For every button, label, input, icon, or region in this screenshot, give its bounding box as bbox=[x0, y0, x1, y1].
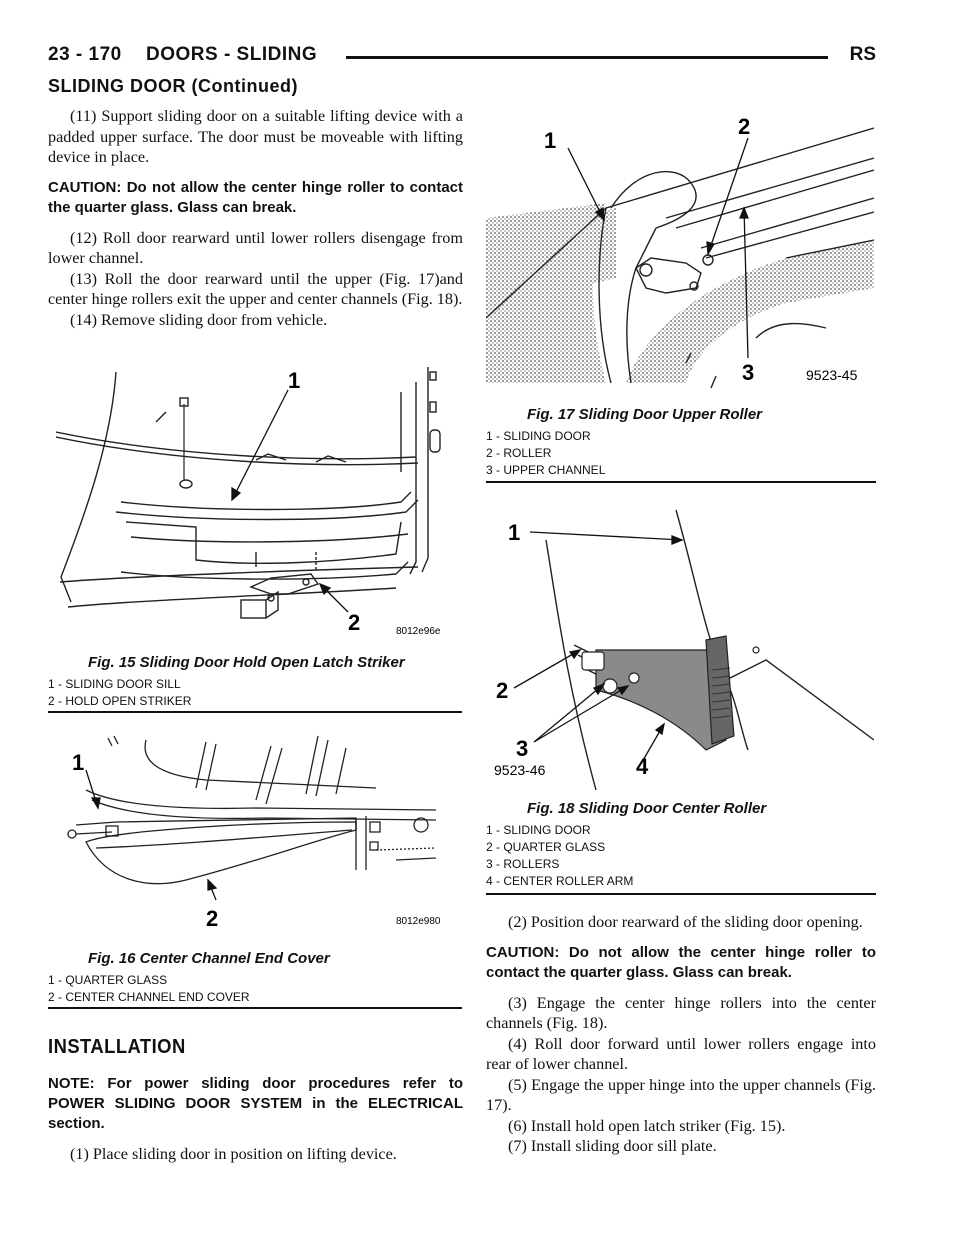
fig16-code: 8012e980 bbox=[396, 916, 441, 927]
fig15-legend bbox=[48, 676, 191, 710]
fig16-illustration bbox=[56, 730, 456, 940]
fig15-legend-1: 1 - SLIDING DOOR SILL bbox=[48, 677, 181, 691]
fig18-illustration bbox=[486, 500, 874, 790]
fig17-callout-3: 3 bbox=[742, 360, 755, 385]
install-step-1: (1) Place sliding door in position on lifting device. bbox=[70, 1145, 397, 1163]
header-rule bbox=[346, 56, 828, 59]
fig15-caption: Fig. 15 Sliding Door Hold Open Latch Striker bbox=[88, 654, 405, 671]
page-header bbox=[48, 44, 876, 74]
manual-code: RS bbox=[849, 44, 876, 65]
fig18-callout-4: 4 bbox=[636, 754, 649, 779]
right-installation-text bbox=[486, 912, 876, 1157]
install-step-7: (7) Install sliding door sill plate. bbox=[508, 1137, 717, 1155]
install-step-2: (2) Position door rearward of the sliding door opening. bbox=[508, 913, 863, 931]
step-13: (13) Roll the door rearward until the upper (Fig. 17)and center hinge rollers exit the upper and center channels (Fig. 18). bbox=[48, 269, 463, 308]
fig17-legend-2: 2 - ROLLER bbox=[486, 446, 552, 460]
fig18-legend bbox=[486, 822, 633, 890]
installation-note: NOTE: For power sliding door procedures refer to POWER SLIDING DOOR SYSTEM in the ELECTRICAL section. bbox=[48, 1075, 463, 1132]
install-step-3: (3) Engage the center hinge rollers into the center channels (Fig. 18). bbox=[486, 993, 876, 1032]
left-removal-text bbox=[48, 106, 463, 330]
fig15-callout-1: 1 bbox=[288, 368, 301, 393]
fig18-rule bbox=[486, 893, 876, 895]
fig16-rule bbox=[48, 1007, 462, 1009]
fig18-legend-1: 1 - SLIDING DOOR bbox=[486, 823, 591, 837]
continued-title: SLIDING DOOR (Continued) bbox=[48, 76, 298, 96]
page-number: 23 - 170 bbox=[48, 44, 122, 65]
fig17-code: 9523-45 bbox=[806, 367, 858, 383]
fig16-callout-1: 1 bbox=[72, 750, 85, 775]
fig17-illustration bbox=[486, 108, 874, 393]
fig15-callout-2: 2 bbox=[348, 610, 361, 635]
fig18-callout-1: 1 bbox=[508, 520, 521, 545]
installation-heading: INSTALLATION bbox=[48, 1036, 186, 1058]
fig15-code: 8012e96e bbox=[396, 626, 441, 637]
step-14: (14) Remove sliding door from vehicle. bbox=[70, 310, 328, 329]
section-title: DOORS - SLIDING bbox=[146, 44, 318, 65]
fig17-callout-2: 2 bbox=[738, 114, 751, 139]
fig16-legend-2: 2 - CENTER CHANNEL END COVER bbox=[48, 990, 250, 1004]
caution-1: CAUTION: Do not allow the center hinge roller to contact the quarter glass. Glass can break. bbox=[48, 178, 463, 216]
install-step-4: (4) Roll door forward until lower rollers engage into rear of lower channel. bbox=[486, 1034, 876, 1073]
installation-text bbox=[48, 1074, 463, 1165]
fig18-legend-3: 3 - ROLLERS bbox=[486, 857, 560, 871]
caution-2: CAUTION: Do not allow the center hinge roller to contact the quarter glass. Glass can break. bbox=[486, 943, 876, 981]
fig16-caption: Fig. 16 Center Channel End Cover bbox=[88, 950, 330, 967]
fig16-callout-2: 2 bbox=[206, 906, 219, 931]
fig17-legend bbox=[486, 428, 605, 479]
fig15-legend-2: 2 - HOLD OPEN STRIKER bbox=[48, 694, 192, 708]
fig15-rule bbox=[48, 711, 462, 713]
fig18-callout-3: 3 bbox=[516, 736, 529, 761]
step-12: (12) Roll door rearward until lower rollers disengage from lower channel. bbox=[48, 228, 463, 267]
fig18-code: 9523-46 bbox=[494, 762, 546, 778]
fig17-callout-1: 1 bbox=[544, 128, 557, 153]
fig17-caption: Fig. 17 Sliding Door Upper Roller bbox=[527, 406, 763, 423]
install-step-6: (6) Install hold open latch striker (Fig. 15). bbox=[508, 1116, 786, 1135]
fig17-legend-1: 1 - SLIDING DOOR bbox=[486, 429, 591, 443]
fig16-legend-1: 1 - QUARTER GLASS bbox=[48, 973, 168, 987]
fig18-legend-2: 2 - QUARTER GLASS bbox=[486, 840, 606, 854]
fig15-illustration bbox=[56, 362, 456, 652]
fig17-legend-3: 3 - UPPER CHANNEL bbox=[486, 463, 606, 477]
install-step-5: (5) Engage the upper hinge into the upper channels (Fig. 17). bbox=[486, 1075, 876, 1114]
fig18-caption: Fig. 18 Sliding Door Center Roller bbox=[527, 800, 767, 817]
fig17-rule bbox=[486, 481, 876, 483]
fig16-legend bbox=[48, 972, 250, 1006]
fig18-callout-2: 2 bbox=[496, 678, 509, 703]
fig18-legend-4: 4 - CENTER ROLLER ARM bbox=[486, 874, 634, 888]
step-11: (11) Support sliding door on a suitable lifting device with a padded upper surface. The door must be moveable with lifting device in place. bbox=[48, 107, 463, 166]
